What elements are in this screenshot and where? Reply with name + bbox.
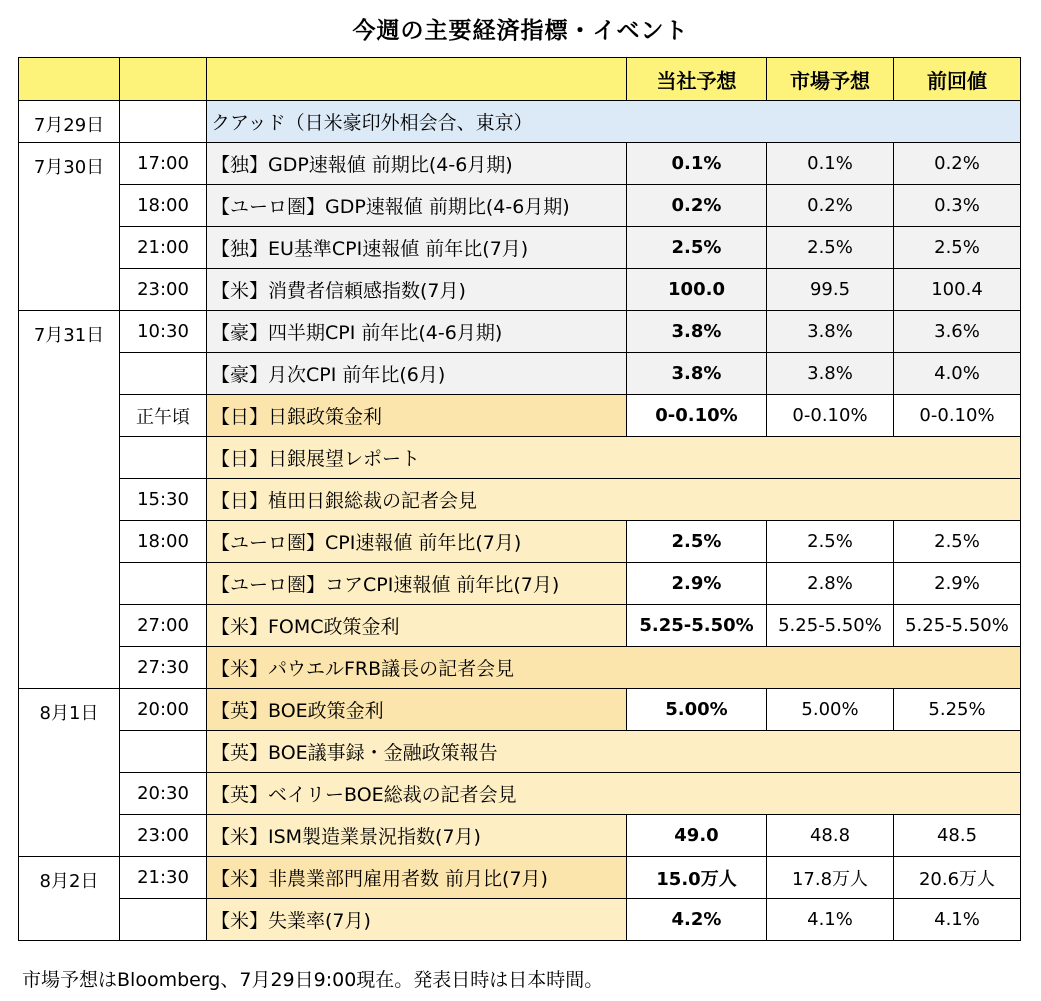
table-row (19, 395, 1021, 437)
market-cell: 3.8% (767, 353, 894, 395)
previous-cell: 2.9% (894, 563, 1021, 605)
table-row (19, 647, 1021, 689)
header-event (207, 58, 627, 101)
table-row (19, 185, 1021, 227)
event-cell: 【豪】四半期CPI 前年比(4-6月期) (207, 311, 627, 353)
market-cell: 2.8% (767, 563, 894, 605)
time-cell: 20:00 (120, 689, 207, 731)
event-cell: 【英】BOE政策金利 (207, 689, 627, 731)
event-cell: 【英】BOE議事録・金融政策報告 (207, 731, 1021, 773)
time-cell: 10:30 (120, 311, 207, 353)
market-cell: 0.2% (767, 185, 894, 227)
table-row (19, 143, 1021, 185)
market-cell: 99.5 (767, 269, 894, 311)
table-row (19, 101, 1021, 143)
forecast-cell: 0.1% (627, 143, 767, 185)
previous-cell: 2.5% (894, 521, 1021, 563)
previous-cell: 0-0.10% (894, 395, 1021, 437)
market-cell: 4.1% (767, 899, 894, 941)
event-cell: 【日】日銀政策金利 (207, 395, 627, 437)
forecast-cell: 49.0 (627, 815, 767, 857)
event-cell: クアッド（日米豪印外相会合、東京） (207, 101, 1021, 143)
event-cell: 【米】FOMC政策金利 (207, 605, 627, 647)
market-cell: 0.1% (767, 143, 894, 185)
forecast-cell: 2.5% (627, 521, 767, 563)
header-market: 市場予想 (767, 58, 894, 101)
market-cell: 2.5% (767, 227, 894, 269)
event-cell: 【ユーロ圏】CPI速報値 前年比(7月) (207, 521, 627, 563)
market-cell: 5.25-5.50% (767, 605, 894, 647)
date-cell: 7月30日 (19, 143, 120, 311)
previous-cell: 0.3% (894, 185, 1021, 227)
event-cell: 【日】植田日銀総裁の記者会見 (207, 479, 1021, 521)
time-cell: 27:00 (120, 605, 207, 647)
market-cell: 48.8 (767, 815, 894, 857)
header-previous: 前回値 (894, 58, 1021, 101)
table-row (19, 227, 1021, 269)
header-time (120, 58, 207, 101)
time-cell: 17:00 (120, 143, 207, 185)
table-row (19, 689, 1021, 731)
time-cell: 23:00 (120, 269, 207, 311)
table-row (19, 521, 1021, 563)
previous-cell: 4.1% (894, 899, 1021, 941)
event-cell: 【独】EU基準CPI速報値 前年比(7月) (207, 227, 627, 269)
previous-cell: 48.5 (894, 815, 1021, 857)
date-cell: 7月29日 (19, 101, 120, 143)
table-row (19, 353, 1021, 395)
previous-cell: 4.0% (894, 353, 1021, 395)
time-cell: 18:00 (120, 185, 207, 227)
date-cell: 8月1日 (19, 689, 120, 857)
event-cell: 【独】GDP速報値 前期比(4-6月期) (207, 143, 627, 185)
forecast-cell: 100.0 (627, 269, 767, 311)
footnote: 市場予想はBloomberg、7月29日9:00現在。発表日時は日本時間。 (22, 969, 604, 991)
market-cell: 17.8万人 (767, 857, 894, 899)
time-cell: 15:30 (120, 479, 207, 521)
date-cell: 7月31日 (19, 311, 120, 689)
forecast-cell: 0.2% (627, 185, 767, 227)
time-cell (120, 437, 207, 479)
event-cell: 【米】非農業部門雇用者数 前月比(7月) (207, 857, 627, 899)
forecast-cell: 4.2% (627, 899, 767, 941)
table-row (19, 899, 1021, 941)
previous-cell: 5.25% (894, 689, 1021, 731)
table-row (19, 563, 1021, 605)
header-row (19, 58, 1021, 101)
table-row (19, 731, 1021, 773)
time-cell: 正午頃 (120, 395, 207, 437)
previous-cell: 2.5% (894, 227, 1021, 269)
time-cell (120, 731, 207, 773)
forecast-cell: 3.8% (627, 311, 767, 353)
previous-cell: 20.6万人 (894, 857, 1021, 899)
event-cell: 【豪】月次CPI 前年比(6月) (207, 353, 627, 395)
forecast-cell: 5.00% (627, 689, 767, 731)
time-cell: 23:00 (120, 815, 207, 857)
time-cell (120, 899, 207, 941)
event-cell: 【米】ISM製造業景況指数(7月) (207, 815, 627, 857)
forecast-cell: 5.25-5.50% (627, 605, 767, 647)
time-cell: 27:30 (120, 647, 207, 689)
event-cell: 【米】パウエルFRB議長の記者会見 (207, 647, 1021, 689)
event-cell: 【米】消費者信頼感指数(7月) (207, 269, 627, 311)
market-cell: 3.8% (767, 311, 894, 353)
time-cell: 21:30 (120, 857, 207, 899)
previous-cell: 5.25-5.50% (894, 605, 1021, 647)
forecast-cell: 2.9% (627, 563, 767, 605)
time-cell: 21:00 (120, 227, 207, 269)
time-cell (120, 563, 207, 605)
time-cell (120, 101, 207, 143)
table-row (19, 269, 1021, 311)
previous-cell: 100.4 (894, 269, 1021, 311)
table-row (19, 857, 1021, 899)
event-cell: 【日】日銀展望レポート (207, 437, 1021, 479)
economic-calendar-table (18, 57, 1021, 941)
previous-cell: 3.6% (894, 311, 1021, 353)
event-cell: 【米】失業率(7月) (207, 899, 627, 941)
event-cell: 【ユーロ圏】GDP速報値 前期比(4-6月期) (207, 185, 627, 227)
forecast-cell: 3.8% (627, 353, 767, 395)
market-cell: 5.00% (767, 689, 894, 731)
previous-cell: 0.2% (894, 143, 1021, 185)
table-row (19, 815, 1021, 857)
market-cell: 0-0.10% (767, 395, 894, 437)
header-date (19, 58, 120, 101)
page-title: 今週の主要経済指標・イベント (352, 18, 689, 44)
forecast-cell: 15.0万人 (627, 857, 767, 899)
table-row (19, 311, 1021, 353)
table-row (19, 773, 1021, 815)
header-forecast: 当社予想 (627, 58, 767, 101)
event-cell: 【英】ベイリーBOE総裁の記者会見 (207, 773, 1021, 815)
time-cell: 18:00 (120, 521, 207, 563)
forecast-cell: 2.5% (627, 227, 767, 269)
table-row (19, 479, 1021, 521)
table-row (19, 605, 1021, 647)
time-cell (120, 353, 207, 395)
market-cell: 2.5% (767, 521, 894, 563)
event-cell: 【ユーロ圏】コアCPI速報値 前年比(7月) (207, 563, 627, 605)
time-cell: 20:30 (120, 773, 207, 815)
forecast-cell: 0-0.10% (627, 395, 767, 437)
table-row (19, 437, 1021, 479)
date-cell: 8月2日 (19, 857, 120, 941)
